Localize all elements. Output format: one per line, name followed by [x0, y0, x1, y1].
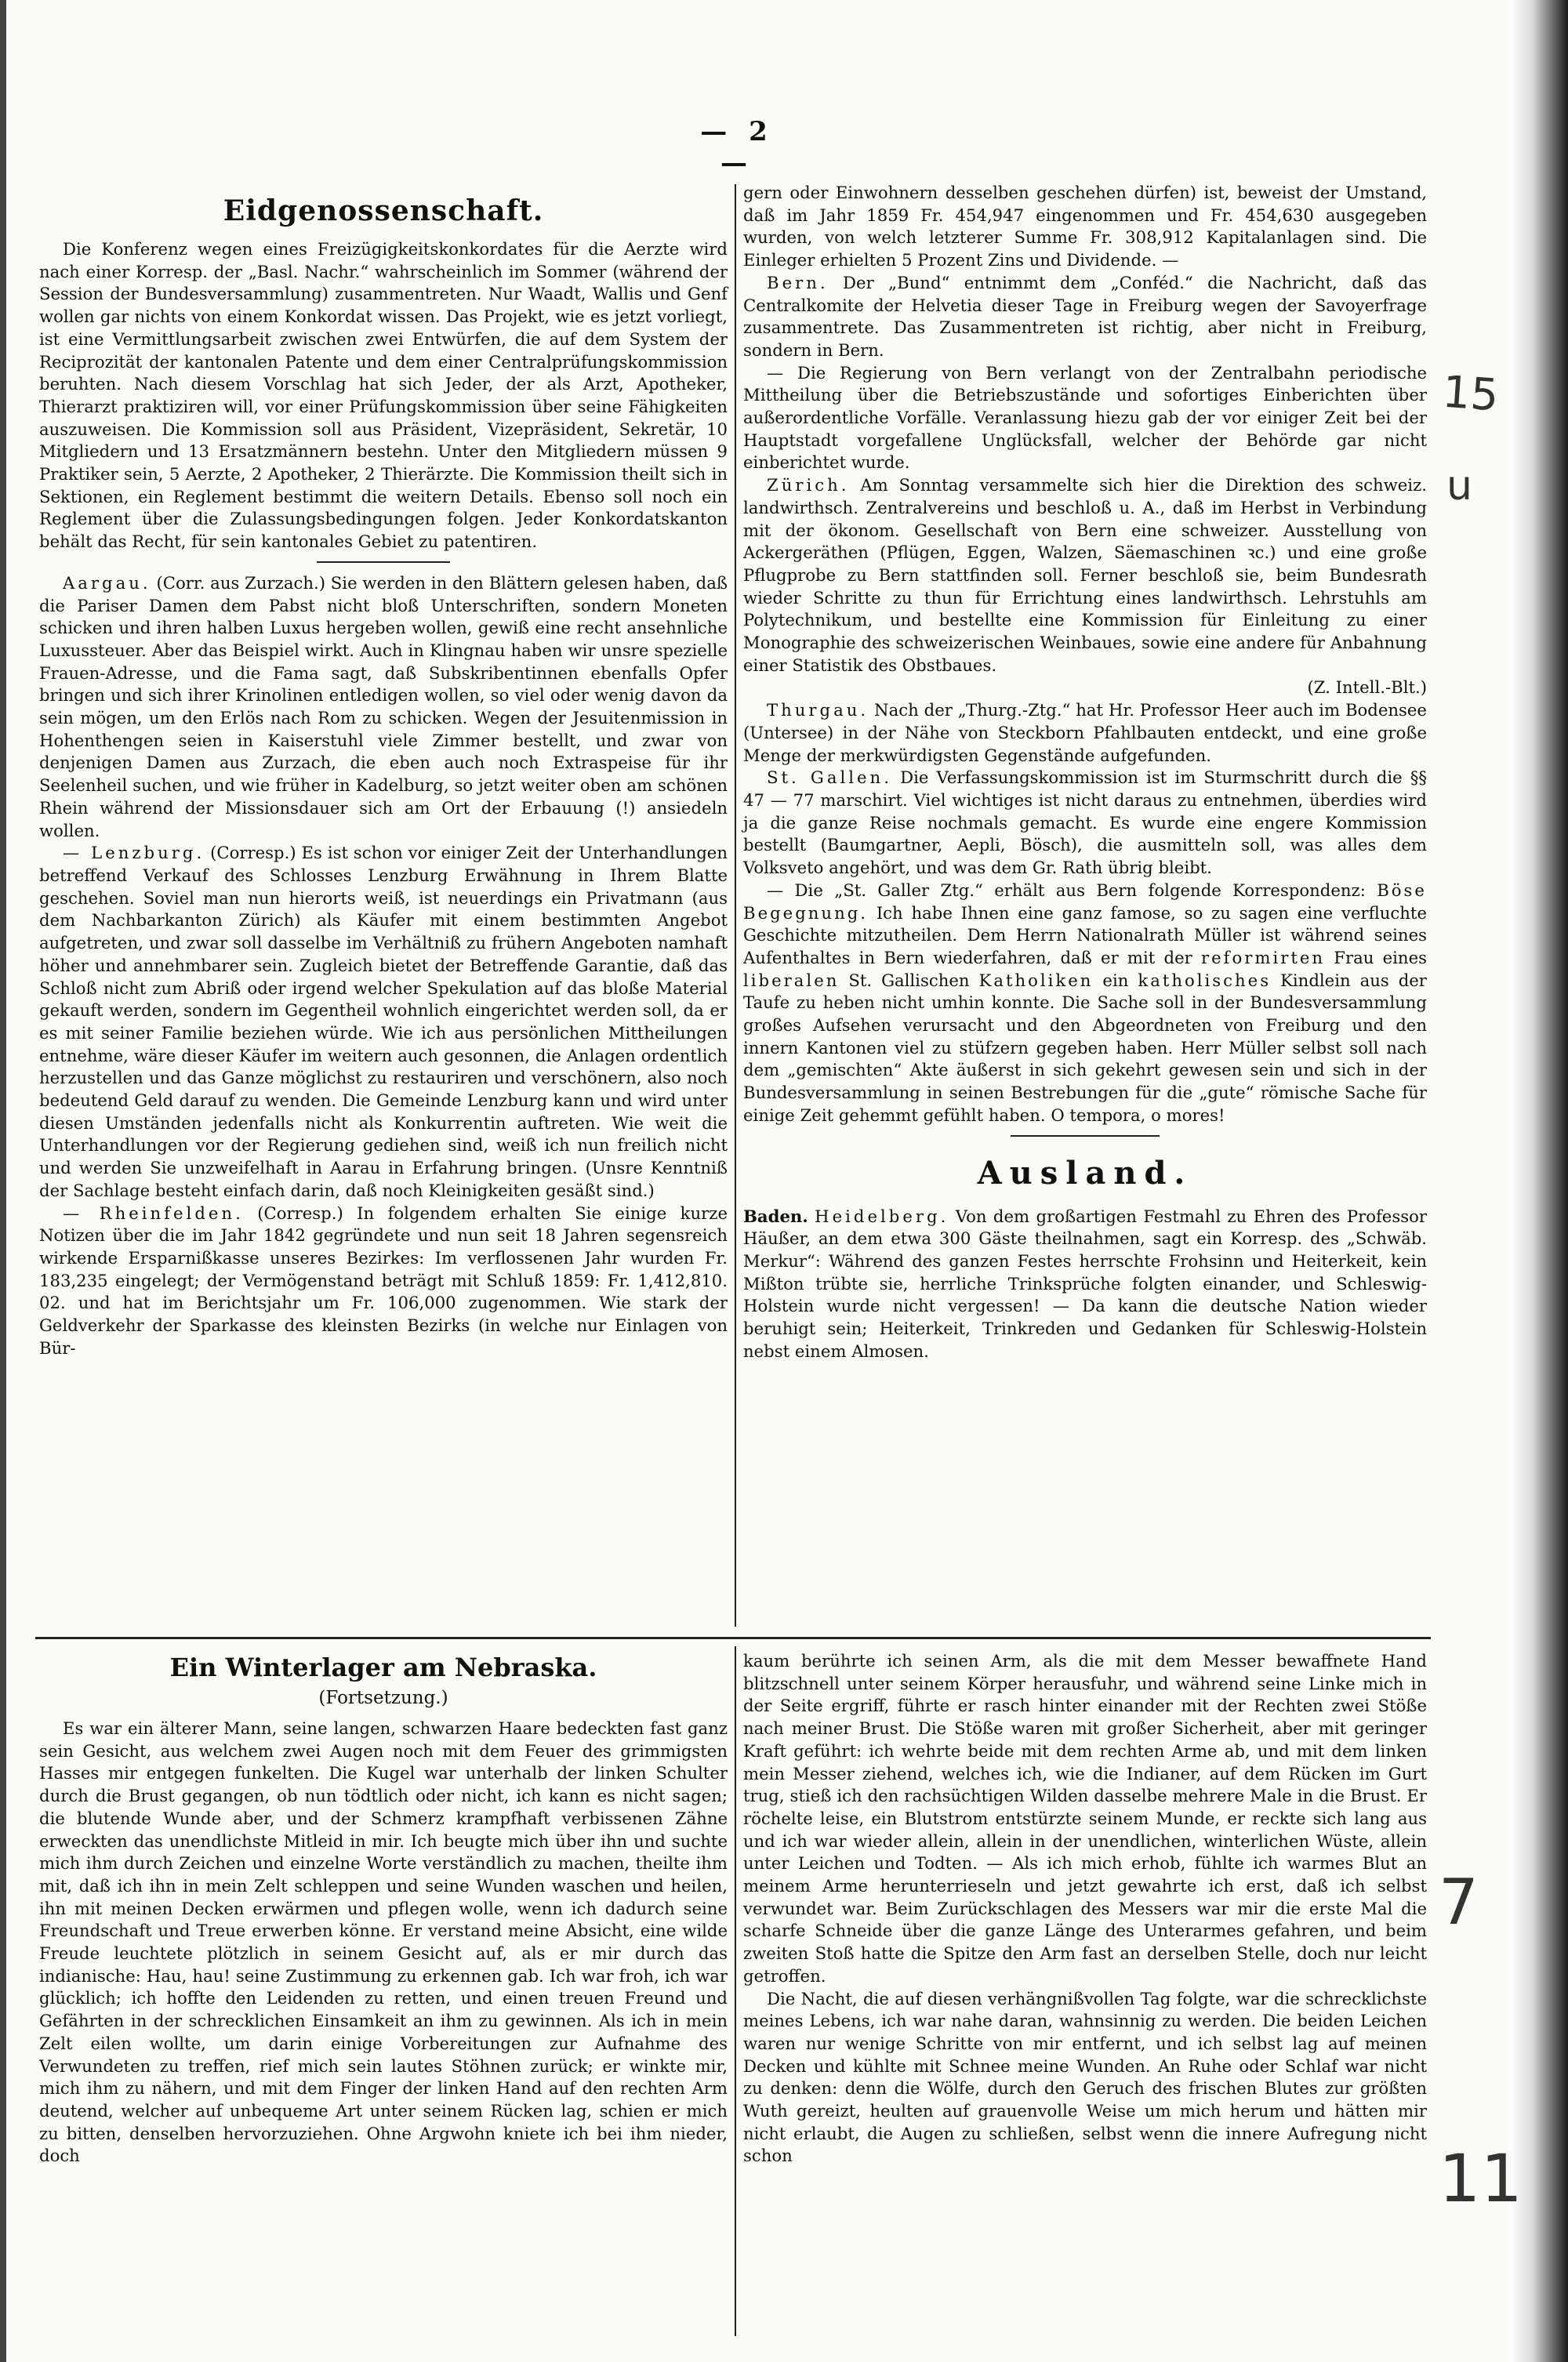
location-label: Aargau. [63, 572, 151, 593]
article-text: St. Gallischen [848, 970, 970, 990]
margin-mark-11: 11 [1439, 2140, 1523, 2217]
feuilleton-divider [35, 1637, 1431, 1639]
article-lenzburg [39, 842, 728, 1202]
article-separator [317, 561, 450, 563]
article-text: Der „Bund“ entnimmt dem „Conféd.“ die Nachricht, daß das Centralkomite der Helvetia dieser Tage in Freiburg wegen der Savoyerfrage zusammentrete. Das Zusammentreten ist richtig, aber nicht in Freiburg, sondern in Bern. [743, 272, 1427, 360]
location-label: St. Gallen. [767, 767, 892, 788]
spaced-word: katholisches [1138, 970, 1272, 990]
scan-edge-left [0, 0, 6, 2362]
article-continuation: gern oder Einwohnern desselben geschehen dürfen) ist, beweist der Umstand, daß im Jahr 1859 Fr. 454,947 eingenommen und Fr. 454,630 ausgegeben wurden, von welch letzterer Summe Fr. 308,912 Kapitalanlagen sind. Die Einleger erhielten 5 Prozent Zins und Dividende. — [743, 183, 1427, 270]
margin-mark-15: 15 [1440, 366, 1501, 422]
article-st-gallen [743, 767, 1427, 880]
article-zuerich [743, 474, 1427, 677]
page-number: — 2 — [700, 116, 774, 179]
section-heading-ausland: Ausland. [977, 1154, 1193, 1192]
story-paragraph: kaum berührte ich seinen Arm, als die mit dem Messer bewaffnete Hand blitzschnell unter seinem Körper herausfuhr, und während seine Linke mich in der Seite ergriff, führte er rasch hinter einander mit der Rechten zwei Stöße nach meiner Brust. Die Stöße waren mit großer Sicherheit, aber mit geringer Kraft geführt: ich wehrte beide mit dem rechten Arme ab, und mit dem linken mein Messer ziehend, welches ich, wie die Indianer, auf dem Rücken im Gurt trug, stieß ich den rachsüchtigen Wilden dasselbe mehrere Male in die Brust. Er röchelte leise, ein Blutstrom entstürzte seinem Munde, er reckte sich lang aus und ich war wieder allein, allein in der unendlichen, winterlichen Wüste, allein unter Leichen und Todten. — Als ich mich erhob, fühlte ich warmes Blut an meinem Arme herunterrieseln und jetzt gewahrte ich erst, daß ich selbst verwundet war. Beim Zurückschlagen des Messers war mir die erste Mal die scharfe Schneide über die ganze Länge des Unterarmes gefahren, und beim zweiten Stoß hatte die Spitze den Arm fast an derselben Stelle, doch nur leicht getroffen. [743, 1651, 1427, 1986]
article-text: Ich habe Ihnen eine ganz famose, so zu sagen eine verfluchte Geschichte mitzutheilen. Dem Herrn Nationalrath Müller ist während seines Aufenthaltes in Bern wiederfahren, daß er mit der [743, 902, 1427, 967]
location-label: Bern. [767, 272, 829, 292]
section-heading-eidgenossenschaft: Eidgenossenschaft. [223, 194, 544, 227]
article-text: Die Verfassungskommission ist im Sturmschritt durch die §§ 47 — 77 marschirt. Viel wichtiges ist nicht daraus zu entnehmen, überdies wird ja die ganze Reise nochmals gemacht. Es wurde eine engere Kommission bestellt (Baumgartner, Aepli, Bösch), die ausmitteln soll, was alles dem Volksveto angehört, und was dem Gr. Rath übrig bleibt. [743, 767, 1427, 878]
article-text: (Corr. aus Zurzach.) Sie werden in den Blättern gelesen haben, daß die Pariser Damen dem Pabst nicht bloß Unterschriften, sondern Moneten schicken und ihren halben Luxus hergeben wollen, gewiß eine recht ansehnliche Luxussteuer. Aber das Beispiel wirkt. Auch in Klingnau haben wir unsre spezielle Frauen-Adresse, und die Fama sagt, daß Subskribentinnen ebenfalls Opfer bringen und sich ihrer Krinolinen entledigen wollen, so viel oder wenig davon da sein mögen, um den Erlös nach Rom zu schicken. Wegen der Jesuitenmission in Hohenthengen seien in Kaiserstuhl viele Zimmer bestellt, und zwar von denjenigen Damen aus Zurzach, die eben auch noch Extraspeise für ihr Seelenheil suchen, und wie früher in Kadelburg, so jetzt weiter oben am schönen Rhein während der Missionsdauer sich am Ort der Erbauung (!) ansiedeln wollen. [39, 572, 728, 840]
article-boese-begegnung [743, 880, 1427, 1127]
feuilleton-right-column [743, 1650, 1427, 2168]
article-text: Nach der „Thurg.-Ztg.“ hat Hr. Professor Heer auch im Bodensee (Untersee) in der Nähe von Steckborn Pfahlbauten entdeckt, und eine große Menge der merkwürdigsten Gegenstände aufgefunden. [743, 700, 1427, 765]
spaced-word: liberalen [743, 970, 840, 990]
article-paragraph: Die Konferenz wegen eines Freizügigkeitskonkordates für die Aerzte wird nach einer Korresp. der „Basl. Nachr.“ wahrscheinlich im Sommer (während der Session der Bundesversammlung) zusammentreten. Nur Waadt, Wallis und Genf wollen gar nichts von einem Konkordat wissen. Das Projekt, wie es jetzt vorliegt, ist eine Vermittlungsarbeit zwischen zwei Entwürfen, die auf dem System der Reciprozität der kantonalen Patente und dem einer Centralprüfungskommission beruhten. Nach diesem Vorschlag hat sich Jeder, der als Arzt, Apotheker, Thierarzt praktiziren will, vor einer Prüfungskommission über seine Fähigkeiten auszuweisen. Die Kommission soll aus Präsident, Vizepräsident, Sekretär, 10 Mitgliedern und 13 Ersatzmännern bestehn. Unter den Mitgliedern müssen 9 Praktiker sein, 5 Aerzte, 2 Apotheker, 2 Thierärzte. Die Kommission theilt sich in Sektionen, ein Reglement bestimmt die weitern Details. Ebenso soll noch ein Reglement über die Zulassungsbedingungen folgen. Jeder Konkordatskanton behält das Recht, für sein kantonales Gebiet zu patentiren. [39, 239, 728, 552]
article-text: Frau eines [1334, 947, 1427, 967]
article-text: Kindlein aus der Taufe zu heben nicht umhin konnte. Die Sache soll in der Bundesversammlung großes Aufsehen verursacht und den Abgeordneten von Freiburg und den innern Kantonen viel zu stüfzern gegeben haben. Herr Müller selbst soll nach dem „gemischten“ Akte äußerst in sich gekehrt gewesen sein und sich in der Bundesversammlung in seinen Bestrebungen für die „gute“ römische Sache für einige Zeit gehemmt gefühlt haben. O tempora, o mores! [743, 970, 1427, 1125]
column-divider-top [735, 184, 736, 1627]
scan-edge-right [1509, 0, 1568, 2362]
spaced-word: Katholiken [978, 970, 1094, 990]
region-label: Baden. [743, 1206, 808, 1226]
location-label: — Lenzburg. [63, 843, 205, 863]
article-text: — Die „St. Galler Ztg.“ erhält aus Bern folgende Korrespondenz: [767, 880, 1366, 900]
source-note: (Z. Intell.-Blt.) [1307, 677, 1427, 698]
location-label: Zürich. [767, 475, 850, 495]
article-rheinfelden [39, 1203, 728, 1360]
article-text: ein [1102, 970, 1129, 990]
story-paragraph: Es war ein älterer Mann, seine langen, schwarzen Haare bedeckten fast ganz sein Gesicht, aus welchem zwei Augen noch mit dem Feuer des grimmigsten Hasses mir entgegen funkelten. Die Kugel war unterhalb der linken Schulter durch die Brust gegangen, ob nun tödtlich oder nicht, ich kann es nicht sagen; die blutende Wunde aber, und der Schmerz krampfhaft verbissenen Zähne erweckten das unendlichste Mitleid in mir. Ich beugte mich über ihn und suchte mich ihm durch Zeichen und einzelne Worte verständlich zu machen, theilte ihm mit, daß ich ihn in mein Zelt schleppen und seine Wunden waschen und heilen, ihn mit meinen Decken erwärmen und pflegen wolle, wenn ich dadurch seine Freundschaft und Treue erwerben könne. Er verstand meine Absicht, eine wilde Freude leuchtete plötzlich in seinem Gesicht auf, als er mir durch das indianische: Hau, hau! seine Zustimmung zu erkennen gab. Ich war froh, ich war glücklich; ich hoffte den Leidenden zu retten, und einen treuen Freund und Gefährten in der schrecklichen Einsamkeit an ihm zu gewinnen. Als ich in mein Zelt eilen wollte, um darin einige Vorbereitungen zur Aufnahme des Verwundeten zu treffen, rief mich sein lautes Stöhnen zurück; er winkte mir, mich ihm zu nähern, und mit dem Finger der linken Hand auf den rechten Arm deutend, welcher auf unbequeme Art unter seinem Rücken lag, schien er mich zu bitten, denselben hervorzuziehen. Ohne Argwohn kniete ich bei ihm nieder, doch [39, 1718, 728, 2166]
location-label: — Rheinfelden. [63, 1203, 244, 1223]
spaced-word: reformirten [1200, 947, 1326, 967]
article-baden [743, 1206, 1427, 1363]
article-bern-2: — Die Regierung von Bern verlangt von der Zentralbahn periodische Mittheilung über die Betriebszustände und sofortiges Einberichten über außerordentliche Vorfälle. Veranlassung hiezu gab der vor einiger Zeit bei der Hauptstadt vorgefallene Unglücksfall, welcher der Behörde gar nicht einberichtet wurde. [743, 362, 1427, 473]
article-text: (Corresp.) Es ist schon vor einiger Zeit der Unterhandlungen betreffend Verkauf des Schlosses Lenzburg Erwähnung in Ihrem Blatte geschehen. Soviel man nun hierorts weiß, ist neuerdings ein Privatmann (aus dem Nachbarkanton Zürich) als Käufer mit einem bestimmten Angebot aufgetreten, und zwar soll dasselbe im Verhältniß zu frühern Angeboten namhaft höher und annehmbarer sein. Zugleich bietet der Betreffende Garantie, daß das Schloß nicht zum Abriß oder irgend welcher Spekulation auf das bloße Material gekauft werden, sondern im Gegentheil wohnlich eingerichtet werden soll, da er es mit seiner Familie beziehen würde. Wie ich aus persönlichen Mittheilungen entnehme, wäre dieser Käufer im weitern auch gesonnen, die Anlagen ordentlich herzustellen und das Ganze möglichst zu restauriren und verschönern, also noch bedeutend Geld darauf zu wenden. Die Gemeinde Lenzburg kann und wird unter diesen Umständen jedenfalls nicht als Konkurrentin auftreten. Wie weit die Unterhandlungen vor der Regierung gediehen sind, weiß ich nun freilich nicht und werden Sie unzweifelhaft in Aarau in Erfahrung bringen. (Unsre Kenntniß der Sachlage besteht einfach darin, daß noch Kleinigkeiten gesäßt sind.) [39, 843, 728, 1200]
article-text: (Corresp.) In folgendem erhalten Sie einige kurze Notizen über die im Jahr 1842 gegründete und nun seit 18 Jahren segensreich wirkende Ersparnißkasse unseres Bezirkes: Im verflossenen Jahr wurden Fr. 183,235 eingelegt; der Vermögenstand beträgt mit Schluß 1859: Fr. 1,412,810. 02. und hat im Berichtsjahr um Fr. 106,000 zugenommen. Wie stark der Geldverkehr der Sparkasse des kleinsten Bezirks (in welche nur Einlagen von Bür- [39, 1203, 728, 1358]
article-text: Am Sonntag versammelte sich hier die Direktion des schweiz. landwirthsch. Zentralvereins und beschloß u. A., daß im Herbst in Verbindung mit der ökonom. Gesellschaft von Bern eine schweizer. Ausstellung von Ackergeräthen (Pflügen, Eggen, Walzen, Säemaschinen ꝛc.) und eine große Pflugprobe zu Bern stattfinden soll. Ferner beschloß sie, beim Bundesrath wieder Schritte zu thun für Errichtung eines landwirthsch. Lehrstuhls am Polytechnikum, und bestellte eine Kommission für Einleitung zu einer Monographie des schweizerischen Weinbaues, sowie eine andere für Anbahnung einer Statistik des Obstbaues. [743, 475, 1427, 675]
column-divider-bottom [735, 1646, 736, 2336]
margin-mark-u: u [1446, 463, 1472, 510]
right-column [743, 182, 1427, 1362]
feuilleton-title: Ein Winterlager am Nebraska. [169, 1653, 597, 1682]
spaced-title: Böse Begegnung. [743, 880, 1427, 923]
article-aargau [39, 572, 728, 842]
article-bern [743, 272, 1427, 362]
location-label: Heidelberg. [815, 1206, 949, 1226]
section-separator [1011, 1135, 1160, 1137]
story-paragraph: Die Nacht, die auf diesen verhängnißvollen Tag folgte, war die schrecklichste meines Lebens, ich war nahe daran, wahnsinnig zu werden. Die beiden Leichen waren nur wenige Schritte von mir entfernt, und ich selbst lag auf meinen Decken und kühlte mit Schnee meine Wunden. An Ruhe oder Schlaf war nicht zu denken: denn die Wölfe, durch den Geruch des frischen Blutes zur größten Wuth gereizt, heulten auf grauenvolle Weise um mich herum und hätten mir nicht erlaubt, die Augen zu schließen, selbst wenn die innere Aufregung nicht schon [743, 1988, 1427, 2166]
article-text: Von dem großartigen Festmahl zu Ehren des Professor Häußer, an dem etwa 300 Gäste theilnahmen, sagt ein Korresp. des „Schwäb. Merkur“: Während des ganzen Festes herrschte Frohsinn und Heiterkeit, kein Mißton trübte sie, herrliche Trinksprüche folgten einander, und Schleswig-Holstein wurde nicht vergessen! — Da kann die deutsche Nation wieder beruhigt sein; Heiterkeit, Trinkreden und Gedanken für Schleswig-Holstein nebst einem Almosen. [743, 1206, 1427, 1361]
article-thurgau [743, 699, 1427, 767]
margin-mark-7: 7 [1439, 1866, 1479, 1939]
left-column [39, 188, 728, 1359]
feuilleton-left-column [39, 1650, 728, 2168]
location-label: Thurgau. [767, 700, 869, 720]
feuilleton-subtitle: (Fortsetzung.) [318, 1688, 448, 1708]
